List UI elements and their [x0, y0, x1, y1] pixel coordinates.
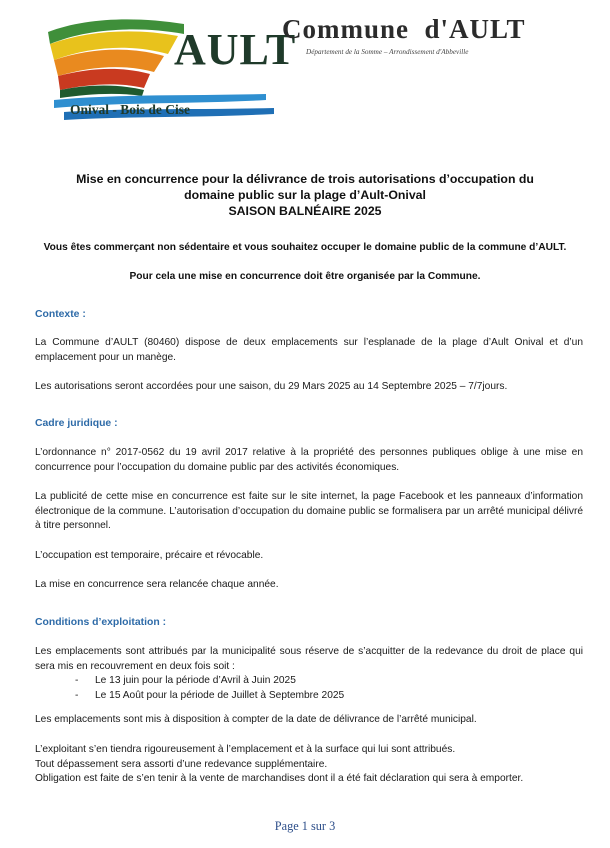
conditions-paragraph-2: Les emplacements sont mis à disposition à compter de la date de délivrance de l’arrêté municipal.	[35, 714, 477, 725]
intro-line-2: Pour cela une mise en concurrence doit être organisée par la Commune.	[129, 271, 481, 282]
section-heading-cadre-juridique: Cadre juridique :	[35, 418, 118, 429]
conditions-paragraph-1: Les emplacements sont attribués par la municipalité sous réserve de s’acquitter de la redevance du droit de place qui sera mis en recouvrement en deux fois soit :	[35, 646, 583, 672]
title-line-1: Mise en concurrence pour la délivrance de trois autorisations d’occupation du	[76, 172, 534, 186]
document-title	[40, 171, 570, 219]
commune-title: Commune d'AULT	[282, 14, 526, 44]
bullet-dash: -	[75, 675, 79, 686]
conditions-line-redevance: Tout dépassement sera assorti d’une redevance supplémentaire.	[35, 758, 328, 770]
cadre-paragraph-4: La mise en concurrence sera relancée chaque année.	[35, 579, 279, 590]
conditions-line-vente: Obligation est faite de s’en tenir à la vente de marchandises dont il a été fait déclaration qui sera à emporter.	[35, 773, 524, 785]
bullet-dash: -	[75, 689, 79, 701]
section-heading-contexte: Contexte :	[35, 309, 86, 320]
conditions-paragraph-3	[35, 743, 583, 787]
title-line-2: domaine public sur la plage d’Ault-Onival	[184, 188, 426, 202]
cadre-paragraph-1: L’ordonnance n° 2017-0562 du 19 avril 2017 relative à la propriété des personnes publiques oblige à une mise en concurrence pour l’occupation du domaine public par des activités économiques.	[35, 447, 583, 473]
conditions-line-surface: L’exploitant s’en tiendra rigoureusement à l’emplacement et à la surface qui lui sont attribués.	[35, 744, 456, 755]
section-heading-conditions: Conditions d’exploitation :	[35, 617, 167, 628]
logo-text: AULT	[174, 25, 297, 74]
contexte-paragraph-1: La Commune d’AULT (80460) dispose de deux emplacements sur l’esplanade de la plage d’Ault Onival et d’un emplacement pour un manège.	[35, 337, 583, 363]
payment-dates-list	[75, 674, 575, 703]
cadre-paragraph-2: La publicité de cette mise en concurrence est faite sur le site internet, la page Facebook et les panneaux d’information électronique de la commune. L’autorisation d’occupation du domaine public se formalisera par un arrêté municipal délivré à titre personnel.	[35, 491, 583, 532]
list-item: - Le 15 Août pour la période de Juillet à Septembre 2025	[75, 689, 575, 704]
logo-subtitle: Onival - Bois de Cise	[70, 102, 191, 117]
title-line-3: SAISON BALNÉAIRE 2025	[228, 204, 382, 218]
page-number: Page 1 sur 3	[274, 819, 336, 833]
contexte-paragraph-2: Les autorisations seront accordées pour une saison, du 29 Mars 2025 au 14 Septembre 2025 – 7/7jours.	[35, 381, 508, 392]
list-item: - Le 13 juin pour la période d’Avril à Juin 2025	[75, 674, 575, 689]
intro-line-1: Vous êtes commerçant non sédentaire et vous souhaitez occuper le domaine public de la commune d’AULT.	[43, 242, 567, 253]
ault-coastal-logo	[44, 14, 297, 126]
department-line: Département de la Somme – Arrondissement d'Abbeville	[306, 48, 469, 56]
cadre-paragraph-3: L’occupation est temporaire, précaire et révocable.	[35, 550, 264, 561]
